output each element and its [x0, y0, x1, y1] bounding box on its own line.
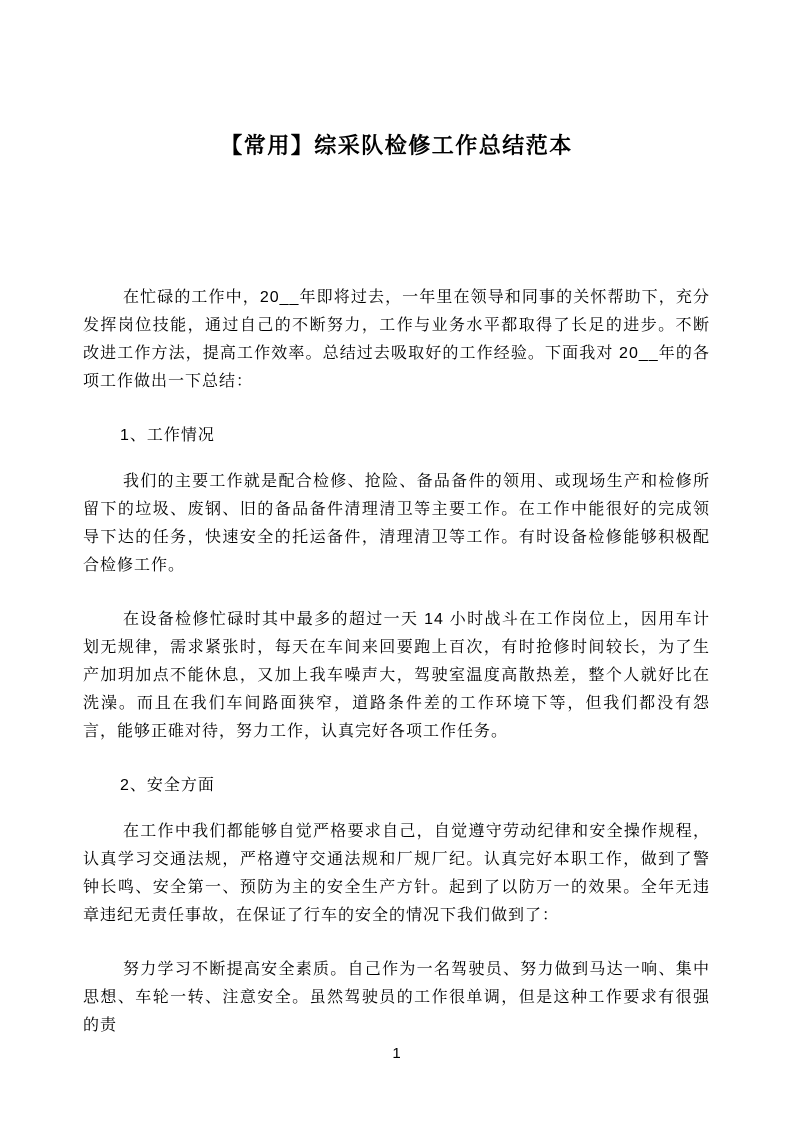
- section-heading-work-situation: 1、工作情况: [120, 427, 215, 444]
- document-title: 【常用】综采队检修工作总结范本: [220, 133, 573, 158]
- paragraph-intro: 在忙碌的工作中，20__年即将过去，一年里在领导和同事的关怀帮助下，充分发挥岗位技能，通过自己的不断努力，工作与业务水平都取得了长足的进步。不断改进工作方法，提高工作效率。总结过去吸取好的工作经验。下面我对 20__年的各项工作做出一下总结：: [83, 289, 710, 390]
- paragraph-main-work: 我们的主要工作就是配合检修、抢险、备品备件的领用、或现场生产和检修所留下的垃圾、废钢、旧的备品备件清理清卫等主要工作。在工作中能很好的完成领导下达的任务，快速安全的托运备件，清理清卫等工作。有时设备检修能够积极配合检修工作。: [83, 473, 710, 574]
- paragraph-busy-maintenance: 在设备检修忙碌时其中最多的超过一天 14 小时战斗在工作岗位上，因用车计划无规律，需求紧张时，每天在车间来回要跑上百次，有时抢修时间较长，为了生产加玥加点不能休息，又加上我车噪声大，驾驶室温度高散热差，整个人就好比在洗澡。而且在我们车间路面狭窄，道路条件差的工作环境下等，但我们都没有怨言，能够正碓对待，努力工作，认真完好各项工作任务。: [83, 611, 710, 740]
- page-number: 1: [392, 1045, 401, 1062]
- paragraph-safety-quality: 努力学习不断提高安全素质。自己作为一名驾驶员、努力做到马达一响、集中思想、车轮一转、注意安全。虽然驾驶员的工作很单调，但是这种工作要求有很强的责: [83, 961, 710, 1034]
- section-heading-safety: 2、安全方面: [120, 777, 215, 794]
- paragraph-safety-discipline: 在工作中我们都能够自觉严格要求自己，自觉遵守劳动纪律和安全操作规程，认真学习交通法规，严格遵守交通法规和厂规厂纪。认真完好本职工作，做到了警钟长鸣、安全第一、预防为主的安全生产方针。起到了以防万一的效果。全年无违章违纪无责任事故，在保证了行车的安全的情况下我们做到了：: [83, 823, 710, 924]
